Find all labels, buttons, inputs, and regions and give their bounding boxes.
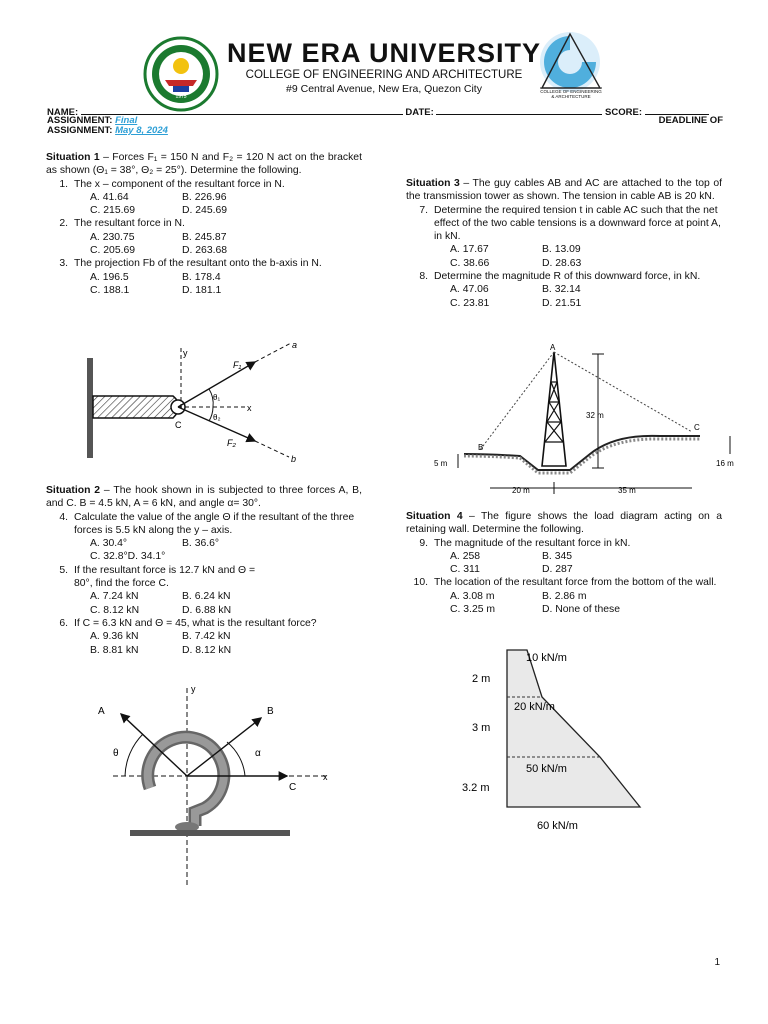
fig3-b-label: B	[478, 443, 484, 452]
option[interactable]: B. 2.86 m	[542, 590, 587, 602]
situation-4	[406, 510, 722, 616]
situation-title: Situation 4	[406, 511, 463, 522]
fig3-a-label: A	[550, 343, 556, 352]
option[interactable]: A. 230.75	[90, 231, 135, 243]
option[interactable]: A. 258	[450, 550, 481, 562]
fig3-dist2-label: 35 m	[618, 486, 636, 495]
question-number: 3.	[59, 258, 68, 270]
option[interactable]: B. 245.87	[182, 231, 227, 243]
option[interactable]: D. 6.88 kN	[182, 604, 232, 616]
option[interactable]: D. 28.63	[542, 257, 582, 269]
question-text: Determine the required tension t in cable AC such that the net effect of the two cable tensions is a downward force at point A, in kN.	[434, 204, 721, 243]
fig2-b-label: B	[267, 706, 274, 717]
assignment-label: ASSIGNMENT:	[47, 115, 113, 126]
fig3-dist1-label: 20 m	[512, 486, 530, 495]
option[interactable]: C. 3.25 m	[450, 604, 496, 616]
option[interactable]: B. 178.4	[182, 271, 221, 283]
option[interactable]: B. 226.96	[182, 191, 227, 203]
question-1-options	[90, 191, 362, 218]
question-number: 5.	[59, 564, 68, 576]
option[interactable]: C. 311	[450, 564, 480, 576]
load-20-label: 20 kN/m	[514, 701, 555, 713]
option[interactable]: B. 32.14	[542, 284, 581, 296]
question-number: 9.	[419, 537, 428, 549]
question-text: Determine the magnitude R of this downward force, in kN.	[434, 271, 701, 283]
height-3-2m-label: 3.2 m	[462, 782, 490, 794]
university-title: NEW ERA UNIVERSITY	[226, 38, 542, 68]
option[interactable]: C. 38.66	[450, 257, 490, 269]
question-4-options	[90, 537, 362, 564]
question-text: The projection Fb of the resultant onto the b-axis in N.	[74, 258, 322, 270]
assignment-label-2: ASSIGNMENT:	[47, 125, 113, 136]
question-10	[406, 576, 722, 589]
fig1-b-label: b	[291, 454, 297, 464]
question-5-options	[90, 590, 362, 617]
question-number: 2.	[59, 218, 68, 230]
option[interactable]: A. 47.06	[450, 284, 489, 296]
height-2m-label: 2 m	[472, 673, 491, 685]
fig2-y-label: y	[191, 684, 196, 694]
option[interactable]: C. 188.1	[90, 284, 130, 296]
option[interactable]: C. 215.69	[90, 205, 136, 217]
fig2-alpha-label: α	[255, 748, 261, 759]
college-name: COLLEGE OF ENGINEERING AND ARCHITECTURE	[245, 69, 523, 81]
option[interactable]: C. 23.81	[450, 297, 490, 309]
option[interactable]	[182, 550, 302, 563]
situation-text: – The hook shown in is subjected to three forces A, B, and C. B = 4.5 kN, A = 6 kN, and angle α= 30°.	[46, 485, 362, 510]
load-60-label: 60 kN/m	[537, 820, 578, 832]
fig1-f2-label: F₂	[227, 438, 236, 448]
score-label: SCORE:	[605, 107, 642, 118]
question-text: The resultant force in N.	[74, 218, 185, 230]
situation-text: – The guy cables AB and AC are attached to the top of the transmission tower as shown. The tension in cable AB is 20 kN.	[406, 178, 722, 203]
assignment-date-link[interactable]: May 8, 2024	[115, 125, 168, 136]
question-1	[46, 178, 362, 191]
question-number: 7.	[419, 204, 428, 216]
fig1-y-label: y	[183, 348, 188, 358]
date-label: DATE:	[405, 107, 434, 118]
question-number: 1.	[59, 178, 68, 190]
question-6	[46, 617, 362, 630]
load-diagram-figure	[452, 645, 652, 840]
option[interactable]: A. 196.5	[90, 271, 129, 283]
fig1-f1-label: F₁	[233, 360, 242, 370]
question-text: If the resultant force is 12.7 kN and Θ = 80°, find the force C.	[74, 564, 256, 590]
option[interactable]: B. 345	[542, 550, 573, 562]
question-text: If C = 6.3 kN and Θ = 45, what is the resultant force?	[74, 617, 317, 629]
fig2-a-label: A	[98, 706, 105, 717]
option[interactable]: A. 41.64	[90, 191, 129, 203]
option[interactable]: A. 17.67	[450, 244, 489, 256]
fig1-a-label: a	[292, 340, 298, 350]
option[interactable]: D. 263.68	[182, 245, 228, 257]
question-7-options	[450, 243, 722, 270]
question-10-options	[450, 590, 722, 617]
question-text: The magnitude of the resultant force in kN.	[434, 537, 631, 549]
fig1-theta1-label: θ₁	[213, 393, 221, 402]
option[interactable]: B. 7.42 kN	[182, 631, 231, 643]
question-7	[406, 204, 722, 244]
height-3m-label: 3 m	[472, 722, 491, 734]
question-text: The x – component of the resultant force in N.	[74, 178, 285, 190]
option[interactable]: A. 9.36 kN	[90, 631, 139, 643]
situation-3	[406, 177, 722, 310]
option[interactable]: D. 287	[542, 564, 573, 576]
situation-1	[46, 151, 362, 297]
situation-2	[46, 484, 362, 657]
college-logo-line1: COLLEGE OF ENGINEERING	[540, 89, 602, 94]
college-logo-line2: & ARCHITECTURE	[551, 94, 591, 99]
score-blank[interactable]	[645, 105, 709, 115]
question-3	[46, 257, 362, 270]
question-number: 4.	[59, 511, 68, 523]
fig3-c-label: C	[694, 423, 700, 432]
option[interactable]: C. 205.69	[90, 245, 136, 257]
college-address: #9 Central Avenue, New Era, Quezon City	[286, 83, 482, 95]
fig3-right-height-label: 16 m	[716, 459, 734, 468]
page-number: 1	[714, 957, 720, 968]
fig3-left-height-label: 5 m	[434, 459, 448, 468]
option[interactable]: D. 181.1	[182, 284, 222, 296]
question-number: 8.	[419, 271, 428, 283]
question-8	[406, 270, 722, 283]
name-blank[interactable]	[81, 105, 403, 115]
option[interactable]: B. 8.81 kN	[90, 644, 139, 656]
question-2	[46, 217, 362, 230]
fig1-x-label: x	[247, 403, 252, 413]
fig1-c-label: C	[175, 420, 182, 430]
tower-figure	[430, 342, 740, 497]
load-10-label: 10 kN/m	[526, 652, 567, 664]
situation-text: – The figure shows the load diagram acting on a retaining wall. Determine the following.	[406, 511, 722, 536]
bracket-figure	[85, 338, 315, 468]
question-number: 10.	[413, 577, 428, 589]
hook-figure	[95, 680, 345, 890]
option[interactable]: D. None of these	[542, 604, 620, 616]
question-3-options	[90, 271, 362, 298]
option[interactable]: D. 21.51	[542, 297, 582, 309]
question-number: 6.	[59, 617, 68, 629]
option[interactable]: B. 36.6°	[182, 538, 220, 550]
name-label: NAME:	[47, 107, 79, 118]
situation-title: Situation 2	[46, 485, 101, 496]
deadline-label: DEADLINE OF	[658, 115, 723, 126]
question-text: Calculate the value of the angle Θ if the resultant of the three forces is 5.5 kN along the y – axis.	[74, 511, 355, 536]
fig2-theta-label: θ	[113, 748, 119, 759]
option[interactable]: A. 3.08 m	[450, 590, 495, 602]
load-50-label: 50 kN/m	[526, 763, 567, 775]
option[interactable]: B. 13.09	[542, 244, 581, 256]
logo-year: 1975	[175, 94, 187, 100]
fig3-height-label: 32 m	[586, 411, 604, 420]
option[interactable]: C. 32.8°D. 34.1°	[90, 551, 166, 563]
option[interactable]: C. 8.12 kN	[90, 604, 140, 616]
question-text: The location of the resultant force from the bottom of the wall.	[434, 577, 717, 589]
date-blank[interactable]	[436, 105, 602, 115]
situation-text: – Forces F₁ = 150 N and F₂ = 120 N act on the bracket as shown (Θ₁ = 38°, Θ₂ = 25°). Determine the following.	[46, 152, 362, 177]
option[interactable]: A. 7.24 kN	[90, 591, 139, 603]
question-9	[406, 537, 722, 550]
question-6-options	[90, 630, 362, 657]
option[interactable]: B. 6.24 kN	[182, 591, 231, 603]
fig1-theta2-label: θ₂	[213, 413, 221, 422]
question-4	[46, 511, 362, 538]
option[interactable]: D. 245.69	[182, 205, 228, 217]
option[interactable]: D. 8.12 kN	[182, 644, 232, 656]
situation-title: Situation 1	[46, 152, 100, 163]
question-5	[46, 564, 362, 591]
meta-line-3	[47, 125, 723, 136]
option[interactable]: A. 30.4°	[90, 538, 128, 550]
question-8-options	[450, 283, 722, 310]
question-2-options	[90, 231, 362, 258]
fig2-x-label: x	[323, 772, 328, 782]
fig2-c-label: C	[289, 782, 297, 793]
question-9-options	[450, 550, 722, 577]
assignment-link[interactable]: Final	[115, 115, 138, 126]
situation-title: Situation 3	[406, 178, 460, 189]
